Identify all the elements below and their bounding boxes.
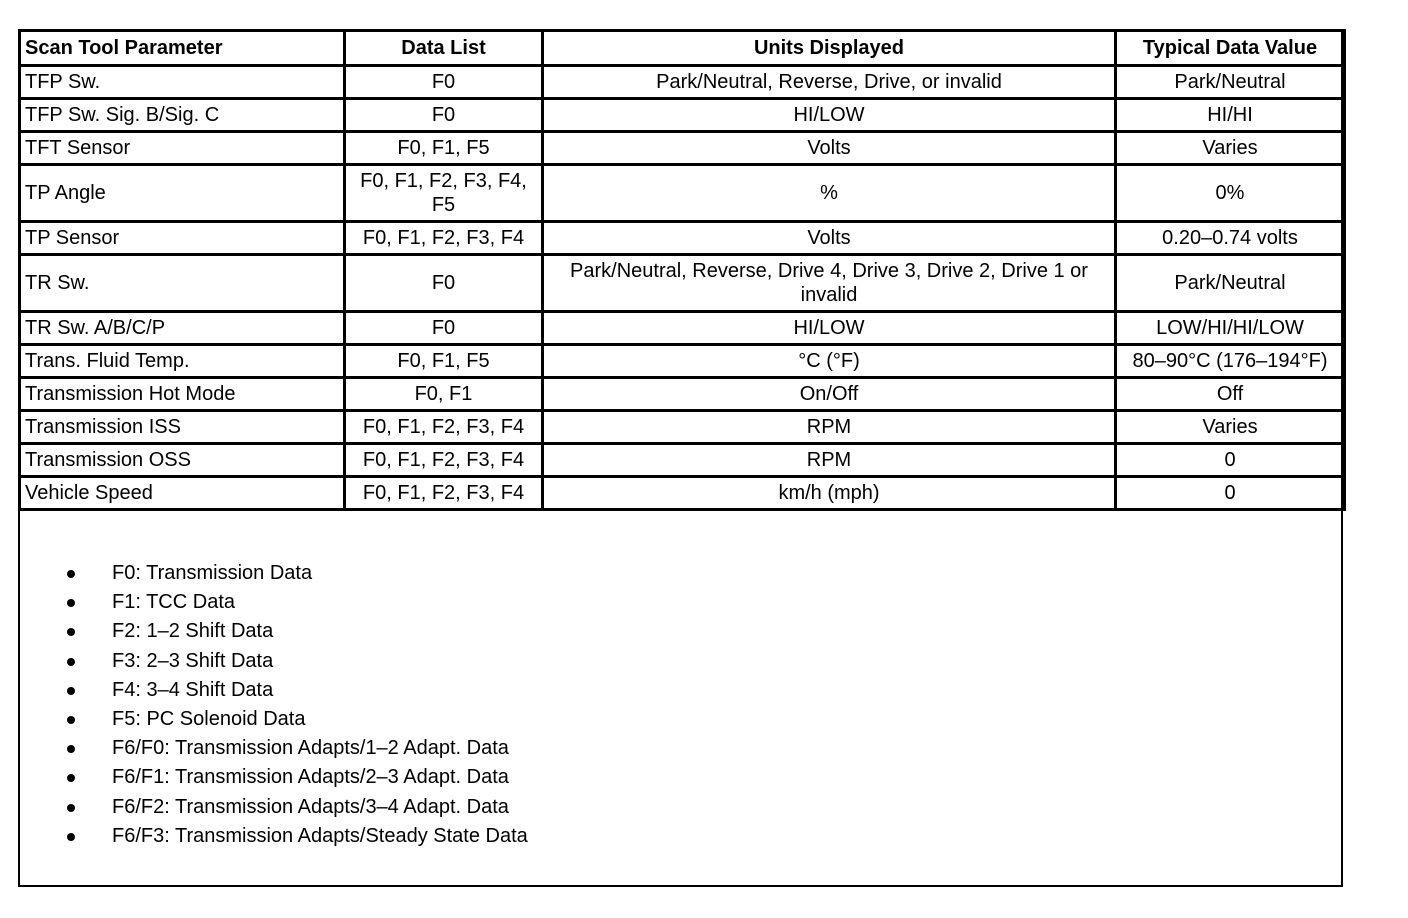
legend-text: F3: 2–3 Shift Data [112,649,274,672]
table-header-row [20,31,1345,66]
bullet-icon [67,774,75,782]
table-row [20,222,1345,255]
table-row [20,444,1345,477]
cell-data-list: F0, F1, F2, F3, F4, F5 [345,165,543,222]
table-row [20,378,1345,411]
table-row [20,66,1345,99]
cell-data-list: F0, F1, F5 [345,345,543,378]
cell-data-list: F0 [345,66,543,99]
cell-data-list: F0 [345,312,543,345]
table-row [20,132,1345,165]
legend-text: F2: 1–2 Shift Data [112,620,274,643]
cell-parameter: TFP Sw. Sig. B/Sig. C [20,99,345,132]
list-item [20,793,1341,822]
table-row [20,411,1345,444]
legend-text: F0: Transmission Data [112,562,313,584]
cell-units: HI/LOW [543,312,1116,345]
table-row [20,312,1345,345]
bullet-icon [67,745,75,753]
cell-units: km/h (mph) [543,477,1116,510]
header-data-list: Data List [345,31,543,66]
cell-data-list: F0, F1, F2, F3, F4 [345,222,543,255]
list-item [20,647,1341,676]
list-item [20,588,1341,617]
cell-units: Park/Neutral, Reverse, Drive 4, Drive 3, Drive 2, Drive 1 or invalid [543,255,1116,312]
cell-typical-value: 0 [1116,477,1345,510]
list-item [20,705,1341,734]
table-row [20,345,1345,378]
cell-parameter: TR Sw. A/B/C/P [20,312,345,345]
bullet-icon [67,628,75,636]
scan-tool-parameter-table [18,29,1346,511]
cell-typical-value: Varies [1116,411,1345,444]
list-item [20,617,1341,646]
list-item [20,734,1341,763]
list-item [20,822,1341,851]
legend-text: F6/F0: Transmission Adapts/1–2 Adapt. Data [112,737,509,760]
legend-text: F5: PC Solenoid Data [112,707,306,730]
bullet-icon [67,570,75,578]
cell-typical-value: 0% [1116,165,1345,222]
legend-list [20,559,1341,851]
cell-units: RPM [543,444,1116,477]
cell-data-list: F0, F1, F2, F3, F4 [345,477,543,510]
cell-data-list: F0, F1 [345,378,543,411]
cell-data-list: F0 [345,99,543,132]
table-row [20,99,1345,132]
bullet-icon [67,658,75,666]
cell-typical-value: LOW/HI/HI/LOW [1116,312,1345,345]
cell-parameter: Transmission ISS [20,411,345,444]
cell-data-list: F0 [345,255,543,312]
cell-data-list: F0, F1, F2, F3, F4 [345,444,543,477]
cell-units: Volts [543,222,1116,255]
cell-parameter: TR Sw. [20,255,345,312]
legend-text: F4: 3–4 Shift Data [112,678,274,701]
bullet-icon [67,599,75,607]
cell-parameter: TFT Sensor [20,132,345,165]
cell-typical-value: Off [1116,378,1345,411]
cell-parameter: TFP Sw. [20,66,345,99]
cell-units: Volts [543,132,1116,165]
list-item [20,676,1341,705]
cell-units: HI/LOW [543,99,1116,132]
cell-data-list: F0, F1, F2, F3, F4 [345,411,543,444]
cell-typical-value: Park/Neutral [1116,66,1345,99]
cell-data-list: F0, F1, F5 [345,132,543,165]
legend-text: F1: TCC Data [112,591,235,614]
header-scan-tool-parameter: Scan Tool Parameter [20,31,345,66]
cell-typical-value: HI/HI [1116,99,1345,132]
cell-parameter: Transmission OSS [20,444,345,477]
bullet-icon [67,716,75,724]
table-row [20,165,1345,222]
legend-text: F6/F1: Transmission Adapts/2–3 Adapt. Data [112,766,509,789]
cell-parameter: Vehicle Speed [20,477,345,510]
cell-units: °C (°F) [543,345,1116,378]
cell-parameter: Transmission Hot Mode [20,378,345,411]
table-row [20,477,1345,510]
bullet-icon [67,687,75,695]
cell-typical-value: 80–90°C (176–194°F) [1116,345,1345,378]
header-units-displayed: Units Displayed [543,31,1116,66]
cell-units: RPM [543,411,1116,444]
bullet-icon [67,833,75,841]
bullet-icon [67,804,75,812]
cell-typical-value: 0 [1116,444,1345,477]
document-frame [18,29,1343,887]
cell-typical-value: 0.20–0.74 volts [1116,222,1345,255]
cell-parameter: TP Angle [20,165,345,222]
table-row [20,255,1345,312]
cell-typical-value: Varies [1116,132,1345,165]
cell-units: Park/Neutral, Reverse, Drive, or invalid [543,66,1116,99]
cell-typical-value: Park/Neutral [1116,255,1345,312]
data-list-legend [20,559,1341,851]
legend-text: F6/F3: Transmission Adapts/Steady State Data [112,824,528,847]
cell-units: On/Off [543,378,1116,411]
list-item [20,763,1341,792]
cell-parameter: Trans. Fluid Temp. [20,345,345,378]
header-typical-data-value: Typical Data Value [1116,31,1345,66]
legend-text: F6/F2: Transmission Adapts/3–4 Adapt. Data [112,795,509,818]
list-item [20,559,1341,588]
cell-parameter: TP Sensor [20,222,345,255]
cell-units: % [543,165,1116,222]
